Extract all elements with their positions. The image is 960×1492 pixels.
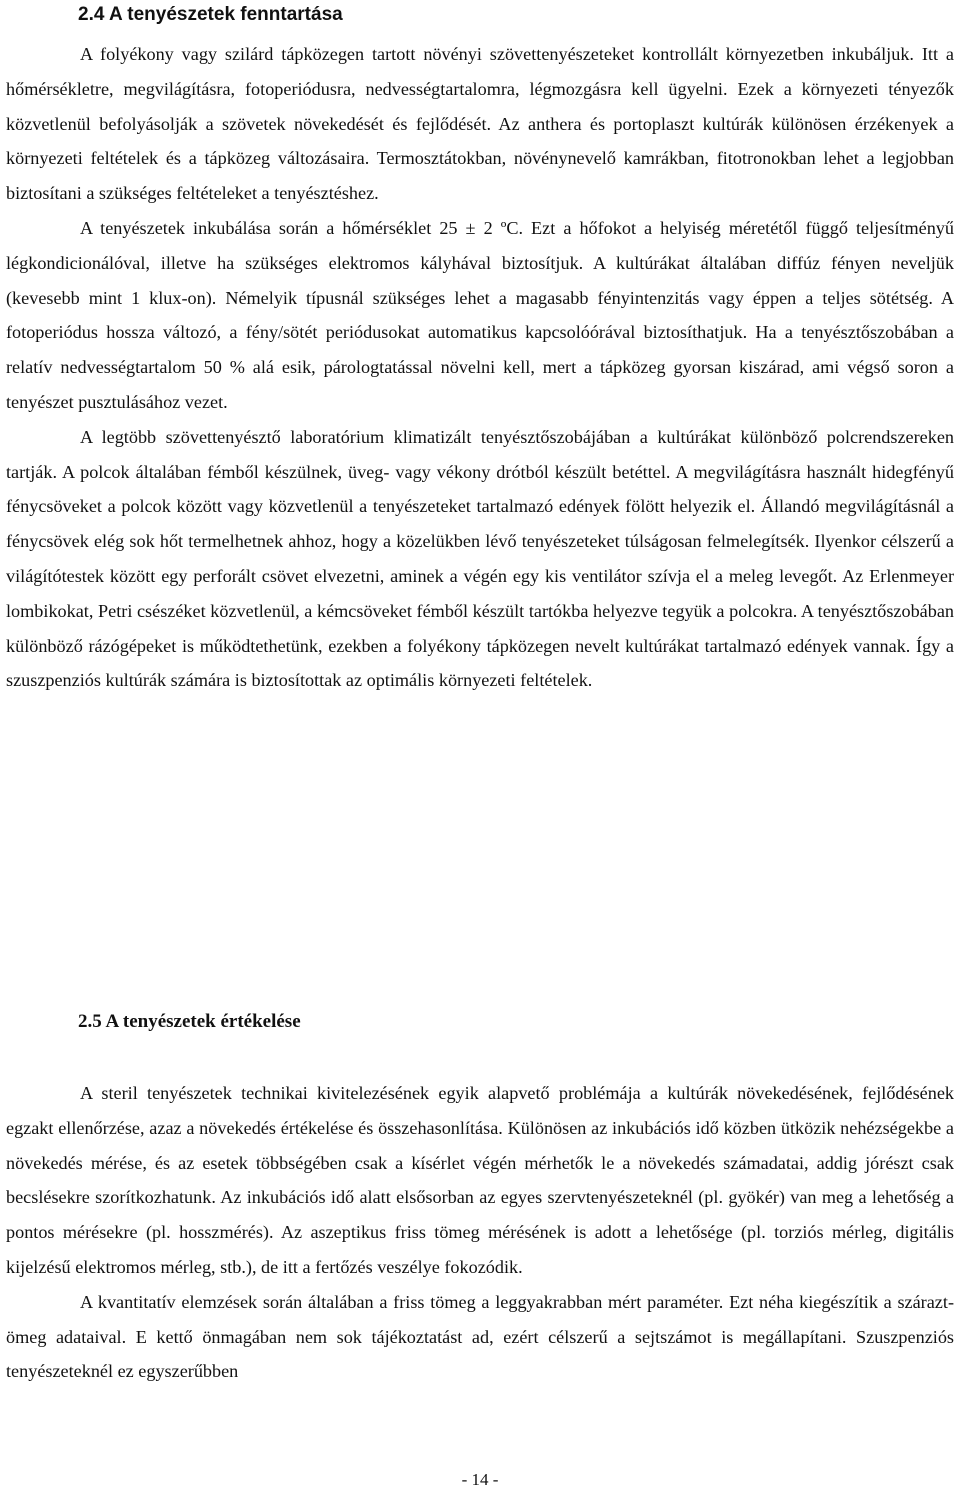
paragraph: A folyékony vagy szilárd tápközegen tartott növényi szövettenyészeteket kontrollált környezetben inkubáljuk. Itt a hőmérsékletre, megvilágításra, fotoperiódusra, nedvességtartalomra, légmozgásra kell ügyelni. Ezek a környezeti tényezők közvetlenül befolyásolják a szövetek növekedését és fejlődését. Az anthera és portoplaszt kultúrák különösen érzékenyek a környezeti feltételek és a tápközeg változásaira. Termosztátokban, növénynevelő kamrákban, fitotronokban lehet a legjobban biztosítani a szükséges feltételeket a tenyésztéshez. [6, 44, 954, 204]
paragraph: A legtöbb szövettenyésztő laboratórium klimatizált tenyésztőszobájában a kultúrákat különböző polcrendszereken tartják. A polcok általában fémből készülnek, üveg- vagy vékony drótból készült betéttel. A megvilágításra használt hidegfényű fénycsöveket a polcok között vagy közvetlenül a tenyészeteket tartalmazó edények fölött helyezik el. Állandó megvilágításnál a fénycsövek elég sok hőt termelhetnek ahhoz, hogy a közelükben lévő tenyészeteket túlságosan felmelegítsék. Ilyenkor célszerű a világítótestek között egy perforált csövet elvezetni, aminek a végén egy kis ventilátor szívja el a meleg levegőt. Az Erlenmeyer lombikokat, Petri csészéket közvetlenül, a kémcsöveket fémből készült tartókba helyezve tegyük a polcokra. A tenyésztőszobában különböző rázógépeket is működtethetünk, ezekben a folyékony tápközegen nevelt kultúrákat tartalmazó edények vannak. Így a szuszpenziós kultúrák számára is biztosítottak az optimális környezeti feltételek. [6, 426, 954, 691]
section-2-4-body [6, 37, 954, 698]
paragraph: A tenyészetek inkubálása során a hőmérséklet 25 ± 2 ºC. Ezt a hőfokot a helyiség méretétől függő teljesítményű légkondicionálóval, illetve ha szükséges elektromos kályhával biztosítjuk. A kultúrákat általában diffúz fényen neveljük (kevesebb mint 1 klux-on). Némelyik típusnál szükséges lehet a magasabb fényintenzitás vagy éppen a teljes sötétség. A fotoperiódus hossza változó, a fény/sötét periódusokat automatikus kapcsolóórával biztosíthatjuk. Ha a tenyésztőszobában a relatív nedvességtartalom 50 % alá esik, párologtatással növelni kell, mert a tápközeg gyorsan kiszárad, ami végső soron a tenyészet pusztulásához vezet. [6, 217, 954, 412]
page-number: - 14 - [461, 1470, 499, 1489]
section-2-5-body [6, 1076, 954, 1389]
paragraph: A kvantitatív elemzések során általában a friss tömeg a leggyakrabban mért paraméter. Ezt néha kiegészítik a száraztömeg adataival. E kettő önmagában nem sok tájékoztatást ad, ezért célszerű a sejtszámot is megállapítani. Szuszpenziós tenyészeteknél ez egyszerűbben [6, 1291, 954, 1382]
section-heading-2-4: 2.4 A tenyészetek fenntartása [78, 4, 343, 25]
section-heading-2-5: 2.5 A tenyészetek értékelése [78, 1011, 301, 1032]
paragraph: A steril tenyészetek technikai kivitelezésének egyik alapvető problémája a kultúrák növekedésének, fejlődésének egzakt ellenőrzése, azaz a növekedés értékelése és összehasonlítása. Különösen az inkubációs idő közben ütközik nehézségekbe a növekedés mérése, és az esetek többségében csak a kísérlet végén mérhetők le a növekedés számadatai, addig jórészt csak becslésekre szorítkozhatunk. Az inkubációs idő alatt elsősorban az egyes szervtenyészeteknél (pl. gyökér) van meg a lehetőség a pontos mérésekre (pl. hosszmérés). Az aszeptikus friss tömeg mérésének is adott a lehetősége (pl. torziós mérleg, digitális kijelzésű elektromos mérleg, stb.), de itt a fertőzés veszélye fokozódik. [6, 1083, 954, 1277]
